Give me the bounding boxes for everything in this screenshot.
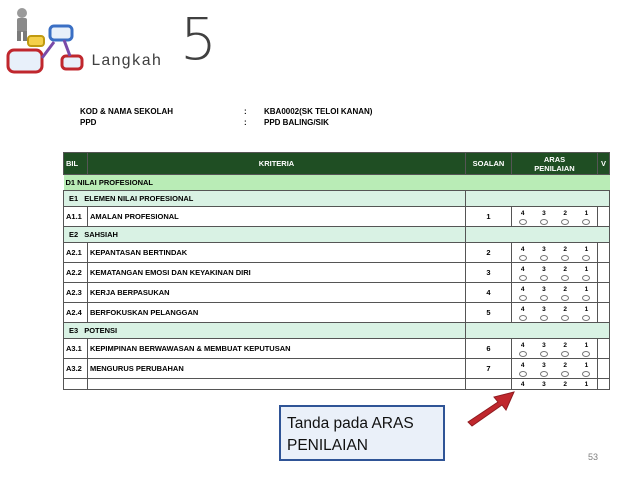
radio-circle-icon[interactable] — [561, 371, 569, 377]
aras-option-value: 2 — [563, 342, 567, 349]
info-row-school — [80, 106, 372, 117]
domain-label: D1 NILAI PROFESIONAL — [64, 175, 610, 191]
step-label: Langkah — [91, 52, 162, 70]
info-label: PPD — [80, 118, 97, 127]
section-title: POTENSI — [84, 326, 118, 335]
row-bil: A3.1 — [64, 339, 88, 359]
aras-option[interactable] — [555, 286, 576, 301]
aras-option-value: 2 — [563, 246, 567, 253]
table-row — [64, 243, 610, 263]
info-colon: : — [244, 118, 247, 127]
radio-circle-icon[interactable] — [561, 275, 569, 281]
info-colon: : — [244, 107, 247, 116]
radio-circle-icon[interactable] — [519, 275, 527, 281]
radio-circle-icon[interactable] — [582, 315, 590, 321]
row-soalan: 5 — [466, 303, 512, 323]
radio-circle-icon[interactable] — [582, 371, 590, 377]
section-title: ELEMEN NILAI PROFESIONAL — [84, 194, 194, 203]
aras-option-value: 4 — [520, 306, 525, 313]
aras-option[interactable] — [512, 246, 533, 261]
aras-option[interactable] — [533, 306, 554, 321]
radio-circle-icon[interactable] — [582, 275, 590, 281]
radio-circle-icon[interactable] — [582, 351, 590, 357]
red-arrow-icon — [464, 388, 528, 428]
aras-options — [512, 339, 598, 359]
evaluation-table — [63, 152, 606, 404]
row-kriteria: KEMATANGAN EMOSI DAN KEYAKINAN DIRI — [88, 263, 466, 283]
aras-option[interactable] — [576, 342, 597, 357]
aras-option[interactable] — [533, 246, 554, 261]
callout-line1: Tanda pada ARAS — [287, 415, 414, 432]
radio-circle-icon[interactable] — [561, 295, 569, 301]
row-bil: A2.1 — [64, 243, 88, 263]
aras-options — [512, 263, 598, 283]
section-code: E1 — [69, 194, 79, 203]
radio-circle-icon[interactable] — [519, 351, 527, 357]
aras-option[interactable] — [512, 210, 533, 225]
row-extra-cell — [598, 379, 610, 390]
row-kriteria: MENGURUS PERUBAHAN — [88, 359, 466, 379]
row-extra-cell — [598, 283, 610, 303]
info-row-ppd — [80, 117, 372, 128]
radio-circle-icon[interactable] — [561, 219, 569, 225]
callout-line2: PENILAIAN — [287, 437, 368, 454]
section-title: SAHSIAH — [84, 230, 118, 239]
aras-option[interactable] — [576, 246, 597, 261]
section-empty-cell — [466, 323, 610, 339]
aras-option[interactable] — [512, 342, 533, 357]
section-row — [64, 191, 610, 207]
table-row — [64, 263, 610, 283]
row-bil: A2.2 — [64, 263, 88, 283]
header-extra: V — [598, 153, 610, 175]
row-extra-cell — [598, 207, 610, 227]
aras-option[interactable] — [555, 266, 576, 281]
aras-option[interactable] — [533, 362, 554, 377]
aras-option-value: 3 — [542, 342, 546, 349]
row-extra-cell — [598, 243, 610, 263]
info-label: KOD & NAMA SEKOLAH — [80, 107, 174, 116]
table-row — [64, 359, 610, 379]
aras-option-value: 1 — [584, 381, 589, 388]
radio-circle-icon[interactable] — [582, 295, 590, 301]
aras-option-value: 2 — [563, 266, 567, 273]
table-header-row — [64, 153, 610, 175]
radio-circle-icon[interactable] — [540, 371, 548, 377]
aras-options — [512, 207, 598, 227]
row-soalan: 6 — [466, 339, 512, 359]
row-kriteria: KEPANTASAN BERTINDAK — [88, 243, 466, 263]
aras-option-value: 1 — [584, 286, 589, 293]
radio-circle-icon[interactable] — [540, 275, 548, 281]
header-kriteria: KRITERIA — [88, 153, 466, 175]
radio-circle-icon[interactable] — [540, 219, 548, 225]
aras-option-value: 4 — [520, 246, 525, 253]
radio-circle-icon[interactable] — [540, 315, 548, 321]
row-kriteria: KERJA BERPASUKAN — [88, 283, 466, 303]
aras-options — [512, 303, 598, 323]
row-soalan: 7 — [466, 359, 512, 379]
aras-option[interactable] — [512, 306, 533, 321]
page-number: 53 — [588, 452, 599, 462]
section-label — [64, 227, 466, 243]
aras-option-value: 3 — [542, 306, 546, 313]
aras-option[interactable] — [576, 362, 597, 377]
step-number: 5 — [180, 5, 217, 73]
section-empty-cell — [466, 227, 610, 243]
aras-option[interactable] — [555, 342, 576, 357]
domain-row — [64, 175, 610, 191]
aras-option[interactable] — [533, 266, 554, 281]
radio-circle-icon[interactable] — [519, 295, 527, 301]
aras-option-value: 3 — [542, 381, 546, 388]
aras-option-value: 1 — [584, 210, 589, 217]
header-aras-line2: PENILAIAN — [534, 163, 575, 173]
aras-option-value: 2 — [563, 286, 567, 293]
section-code: E3 — [69, 326, 79, 335]
radio-circle-icon[interactable] — [582, 219, 590, 225]
header-aras-line1: ARAS — [543, 154, 566, 164]
info-value: KBA0002(SK TELOI KANAN) — [264, 107, 373, 116]
aras-option[interactable] — [555, 362, 576, 377]
aras-option-value: 4 — [520, 381, 525, 388]
aras-option-value: 2 — [563, 381, 567, 388]
aras-option-value: 1 — [584, 342, 589, 349]
row-kriteria — [88, 379, 466, 390]
aras-option-value: 4 — [520, 210, 525, 217]
row-bil — [64, 379, 88, 390]
header-bil: BIL — [64, 153, 88, 175]
row-soalan: 1 — [466, 207, 512, 227]
flowchart-person-logo — [6, 4, 90, 86]
radio-circle-icon[interactable] — [519, 219, 527, 225]
section-row — [64, 323, 610, 339]
row-kriteria: AMALAN PROFESIONAL — [88, 207, 466, 227]
aras-option[interactable] — [555, 246, 576, 261]
aras-option[interactable] — [576, 306, 597, 321]
aras-option-value: 4 — [520, 362, 525, 369]
aras-option-value: 3 — [542, 266, 546, 273]
row-bil: A1.1 — [64, 207, 88, 227]
row-soalan: 3 — [466, 263, 512, 283]
radio-circle-icon[interactable] — [519, 255, 527, 261]
radio-circle-icon[interactable] — [540, 295, 548, 301]
row-bil: A3.2 — [64, 359, 88, 379]
row-extra-cell — [598, 303, 610, 323]
aras-option-value: 3 — [542, 210, 546, 217]
aras-option-value: 1 — [584, 246, 589, 253]
header-soalan: SOALAN — [466, 153, 512, 175]
table-row — [64, 303, 610, 323]
section-label — [64, 191, 466, 207]
table-row — [64, 283, 610, 303]
radio-circle-icon[interactable] — [540, 255, 548, 261]
aras-option[interactable] — [555, 210, 576, 225]
school-info — [80, 106, 372, 128]
aras-option-value: 1 — [584, 306, 589, 313]
aras-option[interactable] — [555, 306, 576, 321]
row-kriteria: BERFOKUSKAN PELANGGAN — [88, 303, 466, 323]
aras-options — [512, 359, 598, 379]
aras-option-value: 4 — [520, 266, 525, 273]
row-kriteria: KEPIMPINAN BERWAWASAN & MEMBUAT KEPUTUSAN — [88, 339, 466, 359]
aras-option-value: 2 — [563, 210, 567, 217]
aras-option-value: 1 — [584, 266, 589, 273]
aras-option-value: 2 — [563, 306, 567, 313]
header-aras-penilaian — [512, 153, 598, 175]
aras-option-value: 4 — [520, 286, 525, 293]
aras-option-value: 1 — [584, 362, 589, 369]
radio-circle-icon[interactable] — [540, 351, 548, 357]
aras-option[interactable] — [533, 342, 554, 357]
aras-option-value: 4 — [520, 342, 525, 349]
aras-option[interactable] — [533, 286, 554, 301]
row-bil: A2.4 — [64, 303, 88, 323]
aras-option[interactable] — [576, 286, 597, 301]
table-row — [64, 207, 610, 227]
aras-option-value: 3 — [542, 246, 546, 253]
section-code: E2 — [69, 230, 79, 239]
instruction-callout — [279, 405, 445, 461]
radio-circle-icon[interactable] — [519, 315, 527, 321]
aras-option-value: 3 — [542, 286, 546, 293]
row-soalan: 4 — [466, 283, 512, 303]
radio-circle-icon[interactable] — [561, 351, 569, 357]
radio-circle-icon[interactable] — [582, 255, 590, 261]
section-empty-cell — [466, 191, 610, 207]
aras-option-value: 2 — [563, 362, 567, 369]
aras-option[interactable] — [576, 266, 597, 281]
aras-option[interactable] — [576, 210, 597, 225]
row-extra-cell — [598, 339, 610, 359]
info-value: PPD BALING/SIK — [264, 118, 329, 127]
aras-option-value: 3 — [542, 362, 546, 369]
aras-option[interactable] — [512, 362, 533, 377]
section-label — [64, 323, 466, 339]
section-row — [64, 227, 610, 243]
row-extra-cell — [598, 359, 610, 379]
row-bil: A2.3 — [64, 283, 88, 303]
aras-options — [512, 283, 598, 303]
table-body — [64, 175, 610, 390]
table-row — [64, 339, 610, 359]
row-soalan: 2 — [466, 243, 512, 263]
radio-circle-icon[interactable] — [561, 255, 569, 261]
radio-circle-icon[interactable] — [519, 371, 527, 377]
aras-option[interactable] — [533, 210, 554, 225]
row-extra-cell — [598, 263, 610, 283]
aras-options — [512, 243, 598, 263]
radio-circle-icon[interactable] — [561, 315, 569, 321]
aras-option[interactable] — [512, 286, 533, 301]
aras-option[interactable] — [512, 266, 533, 281]
